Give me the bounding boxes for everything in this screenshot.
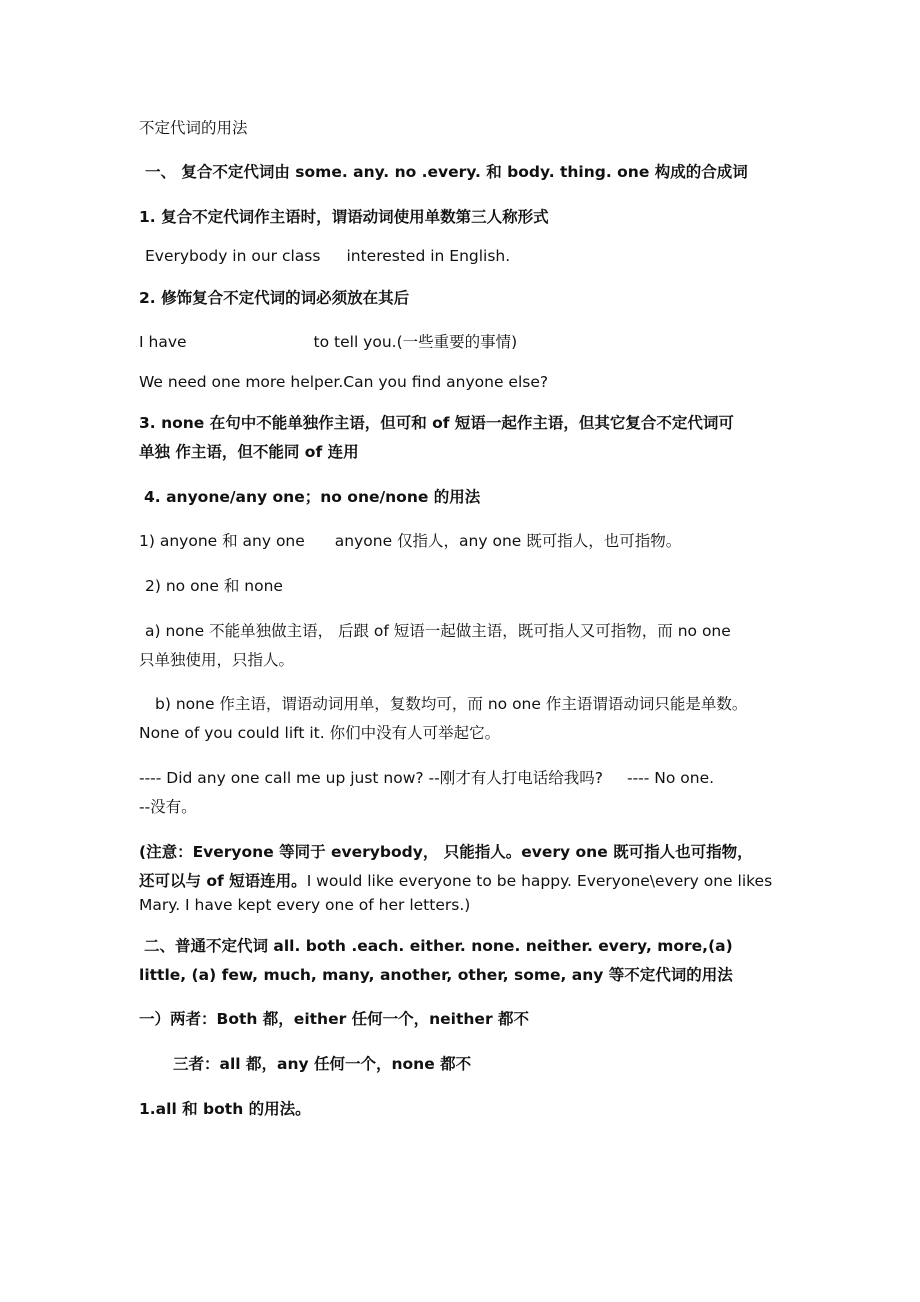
dialog-line-1-question: ---- Did any one call me up just now? --刚才有人打电话给我吗? bbox=[139, 769, 603, 787]
section-2-line-1: 二、普通不定代词 all. both .each. either. none. neither. every, more,(a) bbox=[144, 937, 733, 955]
note-line-2-bold: 还可以与 of 短语连用。 bbox=[139, 872, 307, 890]
dialog-line-2: --没有。 bbox=[139, 798, 197, 816]
dialog-line-1-answer: ---- No one. bbox=[626, 769, 715, 787]
doc-title: 不定代词的用法 bbox=[139, 119, 248, 137]
section-2-line-2: little, (a) few, much, many, another, other, some, any 等不定代词的用法 bbox=[139, 966, 733, 984]
subsection-1-line-1: 一）两者：Both 都，either 任何一个，neither 都不 bbox=[139, 1010, 529, 1028]
point-2-example-1-part-a: I have bbox=[139, 333, 187, 351]
point-4-heading: 4. anyone/any one；no one/none 的用法 bbox=[144, 488, 481, 506]
point-1-example bbox=[145, 245, 510, 267]
point-2-example-1 bbox=[139, 331, 517, 353]
point-4-item-1-part-a: 1) anyone 和 any one bbox=[139, 532, 305, 550]
point-4-a-line-1: a) none 不能单独做主语， 后跟 of 短语一起做主语，既可指人又可指物，而 no one bbox=[145, 622, 731, 640]
point-4-item-2: 2) no one 和 none bbox=[145, 577, 283, 595]
note-line-1: (注意：Everyone 等同于 everybody， 只能指人。every one 既可指人也可指物， bbox=[139, 843, 753, 861]
point-4-a-line-2: 只单独使用，只指人。 bbox=[139, 651, 295, 669]
dialog-line-1 bbox=[139, 767, 714, 789]
point-4-item-1 bbox=[139, 530, 681, 552]
point-2-example-2: We need one more helper.Can you find anyone else? bbox=[139, 373, 549, 391]
point-4-b-line-1: b) none 作主语，谓语动词用单，复数均可，而 no one 作主语谓语动词只能是单数。 bbox=[155, 695, 748, 713]
point-1-example-part-a: Everybody in our class bbox=[145, 247, 321, 265]
subsection-1-item-1: 1.all 和 both 的用法。 bbox=[139, 1100, 311, 1118]
point-2-heading: 2. 修饰复合不定代词的词必须放在其后 bbox=[139, 289, 410, 307]
subsection-1-line-2: 三者：all 都，any 任何一个，none 都不 bbox=[173, 1055, 472, 1073]
point-1-heading: 1. 复合不定代词作主语时，谓语动词使用单数第三人称形式 bbox=[139, 208, 549, 226]
point-1-example-part-b: interested in English. bbox=[346, 247, 511, 265]
point-4-item-1-part-b: anyone 仅指人，any one 既可指人，也可指物。 bbox=[334, 532, 682, 550]
point-2-example-1-part-b: to tell you.(一些重要的事情) bbox=[313, 333, 518, 351]
point-3-line-1: 3. none 在句中不能单独作主语，但可和 of 短语一起作主语，但其它复合不定代词可 bbox=[139, 414, 734, 432]
section-1-heading: 一、 复合不定代词由 some. any. no .every. 和 body. thing. one 构成的合成词 bbox=[145, 163, 748, 181]
note-line-2-normal: I would like everyone to be happy. Everyone\every one likes bbox=[306, 872, 773, 890]
note-line-3: Mary. I have kept every one of her letters.) bbox=[139, 896, 471, 914]
point-3-line-2: 单独 作主语，但不能同 of 连用 bbox=[139, 443, 359, 461]
note-line-2 bbox=[139, 870, 772, 892]
point-4-b-line-2: None of you could lift it. 你们中没有人可举起它。 bbox=[139, 724, 501, 742]
